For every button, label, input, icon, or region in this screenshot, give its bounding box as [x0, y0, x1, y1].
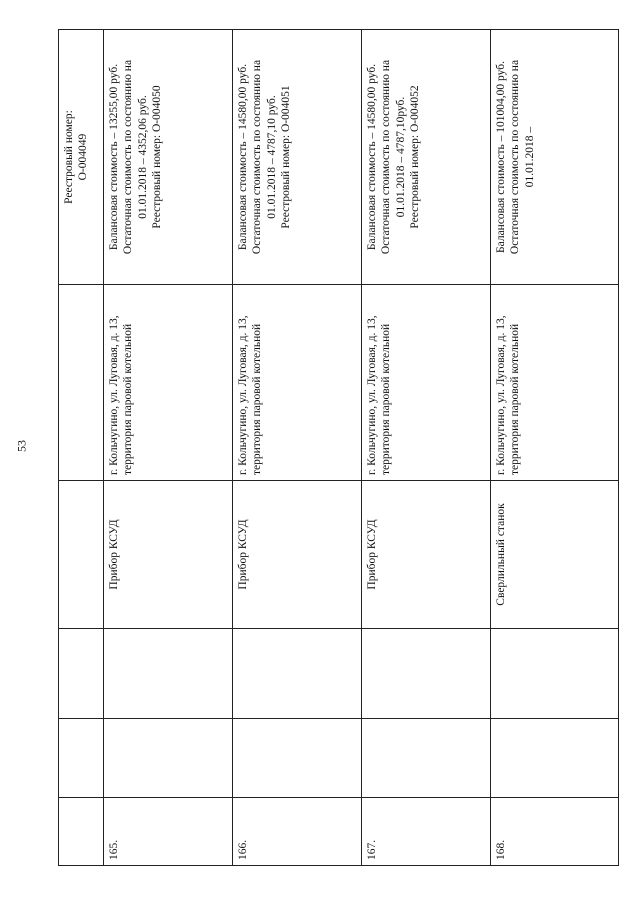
cell-empty	[59, 629, 104, 719]
cell-empty	[59, 798, 104, 866]
cell-item-name: Прибор КСУД	[233, 481, 362, 629]
property-registry-table	[58, 29, 619, 866]
table-row-continued	[59, 30, 104, 866]
residual-value: Остаточная стоимость по состоянию на 01.01.2018 –	[509, 59, 536, 255]
cell-empty	[59, 719, 104, 798]
cell-address: г. Кольчугино, ул. Луговая, д. 13, территория паровой котельной	[491, 285, 619, 481]
cell-empty	[362, 719, 491, 798]
registry-number: Реестровый номер: О-004052	[409, 85, 422, 229]
balance-value: Балансовая стоимость – 13255,00 руб.	[108, 63, 120, 251]
cell-registry-continued	[59, 30, 104, 285]
cell-cost-info	[362, 30, 491, 285]
cell-item-name: Прибор КСУД	[104, 481, 233, 629]
registry-label: Реестровый номер:	[63, 110, 75, 204]
table-row	[362, 30, 491, 866]
cell-cost-info	[104, 30, 233, 285]
cell-empty	[362, 629, 491, 719]
cell-empty	[59, 285, 104, 481]
cell-empty	[233, 719, 362, 798]
table-frame	[58, 30, 618, 866]
cell-empty	[491, 719, 619, 798]
cell-address: г. Кольчугино, ул. Луговая, д. 13, территория паровой котельной	[362, 285, 491, 481]
residual-value: Остаточная стоимость по состоянию на 01.01.2018 – 4787,10руб.	[380, 59, 407, 255]
page-number: 53	[14, 440, 29, 452]
residual-value: Остаточная стоимость по состоянию на 01.01.2018 – 4352,06 руб.	[122, 59, 149, 255]
balance-value: Балансовая стоимость – 14580,00 руб.	[237, 63, 249, 251]
cell-cost-info	[491, 30, 619, 285]
cell-empty	[104, 719, 233, 798]
cell-cost-info	[233, 30, 362, 285]
cell-item-name: Сверлильный станок	[491, 481, 619, 629]
cell-row-number: 168.	[491, 798, 619, 866]
residual-value: Остаточная стоимость по состоянию на 01.01.2018 – 4787,10 руб.	[251, 59, 278, 255]
cell-row-number: 167.	[362, 798, 491, 866]
cell-address: г. Кольчугино, ул. Луговая, д. 13, территория паровой котельной	[104, 285, 233, 481]
cell-address: г. Кольчугино, ул. Луговая, д. 13, территория паровой котельной	[233, 285, 362, 481]
registry-number: О-004049	[77, 133, 90, 181]
cell-empty	[104, 629, 233, 719]
cell-empty	[233, 629, 362, 719]
cell-item-name: Прибор КСУД	[362, 481, 491, 629]
rotated-table-wrapper	[58, 30, 618, 866]
cell-empty	[59, 481, 104, 629]
cell-row-number: 166.	[233, 798, 362, 866]
balance-value: Балансовая стоимость – 101004,00 руб.	[495, 61, 507, 253]
cell-row-number: 165.	[104, 798, 233, 866]
table-row	[491, 30, 619, 866]
registry-number: Реестровый номер: О-004051	[280, 85, 293, 229]
table-row	[233, 30, 362, 866]
cell-empty	[491, 629, 619, 719]
table-row	[104, 30, 233, 866]
balance-value: Балансовая стоимость – 14580,00 руб.	[366, 63, 378, 251]
registry-number: Реестровый номер: О-004050	[151, 85, 164, 229]
